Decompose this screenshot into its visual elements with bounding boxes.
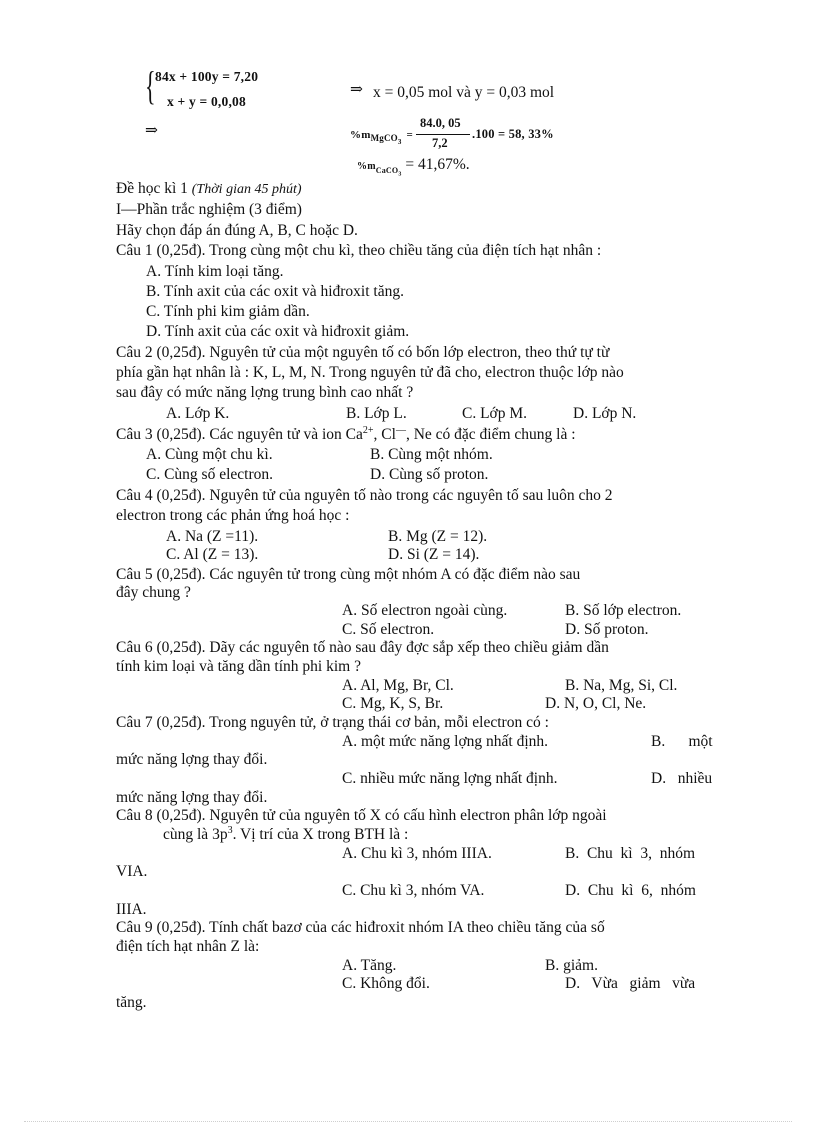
question-8-option-d-continued: IIIA. [116, 901, 147, 918]
question-5-stem-line-1: Câu 5 (0,25đ). Các nguyên tử trong cùng một nhóm A có đặc điểm nào sau [116, 566, 581, 583]
question-2-stem-line-3: sau đây có mức năng lợng trung bình cao nhất ? [116, 384, 414, 401]
question-3-option-a: A. Cùng một chu kì. [146, 446, 273, 463]
question-3-option-c: C. Cùng số electron. [146, 466, 273, 483]
question-3-option-b: B. Cùng một nhóm. [370, 446, 493, 463]
implies-symbol: ⇒ [350, 81, 363, 98]
question-3-option-d: D. Cùng số proton. [370, 466, 489, 483]
question-2-stem-line-2: phía gần hạt nhân là : K, L, M, N. Trong nguyên tử đã cho, electron thuộc lớp nào [116, 364, 624, 381]
question-1-option-c: C. Tính phi kim giảm dần. [146, 303, 310, 320]
question-2-option-d: D. Lớp N. [573, 405, 637, 422]
question-8-stem-line-1: Câu 8 (0,25đ). Nguyên tử của nguyên tố X có cấu hình electron phân lớp ngoài [116, 807, 607, 824]
percent-mgco3-value: .100 = 58, 33% [472, 127, 554, 141]
question-5-option-d: D. Số proton. [565, 621, 649, 638]
page-bottom-divider [24, 1121, 792, 1122]
question-9-option-c: C. Không đổi. [342, 975, 430, 992]
question-4-option-c: C. Al (Z = 13). [166, 546, 259, 563]
question-6-option-d: D. N, O, Cl, Ne. [545, 695, 647, 712]
question-1-option-d: D. Tính axit của các oxit và hiđroxit giảm. [146, 323, 410, 340]
implies-symbol-2: ⇒ [145, 122, 158, 139]
question-8-option-c: C. Chu kì 3, nhóm VA. [342, 882, 485, 899]
question-5-option-a: A. Số electron ngoài cùng. [342, 602, 508, 619]
question-1-stem: Câu 1 (0,25đ). Trong cùng một chu kì, theo chiều tăng của điện tích hạt nhân : [116, 242, 602, 259]
question-7-option-a: A. một mức năng lợng nhất định. [342, 733, 549, 750]
question-4-stem-line-2: electron trong các phản ứng hoá học : [116, 507, 350, 524]
question-1-option-b: B. Tính axit của các oxit và hiđroxit tăng. [146, 283, 404, 300]
question-7-option-b: B. một [651, 733, 713, 750]
question-7-option-d: D. nhiều [651, 770, 713, 787]
question-1-option-a: A. Tính kim loại tăng. [146, 263, 284, 280]
percent-mgco3-formula: $\%m_{MgCO_3}$ = [350, 129, 413, 146]
question-7-option-c: C. nhiều mức năng lợng nhất định. [342, 770, 558, 787]
question-4-option-b: B. Mg (Z = 12). [388, 528, 488, 545]
question-9-option-a: A. Tăng. [342, 957, 397, 974]
system-brace: { [145, 63, 156, 108]
question-2-option-c: C. Lớp M. [462, 405, 528, 422]
question-4-option-d: D. Si (Z = 14). [388, 546, 480, 563]
question-8-option-d: D. Chu kì 6, nhóm [565, 882, 696, 899]
system-equation-2: x + y = 0,0,08 [167, 94, 246, 109]
question-5-option-c: C. Số electron. [342, 621, 435, 638]
system-equation-1: 84x + 100y = 7,20 [155, 69, 259, 84]
question-6-stem-line-1: Câu 6 (0,25đ). Dãy các nguyên tố nào sau đây đợc sắp xếp theo chiều giảm dần [116, 639, 609, 656]
instruction: Hãy chọn đáp án đúng A, B, C hoặc D. [116, 222, 358, 239]
question-6-option-c: C. Mg, K, S, Br. [342, 695, 444, 712]
question-8-option-b: B. Chu kì 3, nhóm [565, 845, 696, 862]
fraction-bar [416, 134, 470, 135]
question-5-option-b: B. Số lớp electron. [565, 602, 682, 619]
question-4-stem-line-1: Câu 4 (0,25đ). Nguyên tử của nguyên tố nào trong các nguyên tố sau luôn cho 2 [116, 487, 613, 504]
question-9-option-b: B. giảm. [545, 957, 598, 974]
question-2-stem-line-1: Câu 2 (0,25đ). Nguyên tử của một nguyên tố có bốn lớp electron, theo thứ tự từ [116, 344, 610, 361]
question-7-stem: Câu 7 (0,25đ). Trong nguyên tử, ở trạng thái cơ bản, mỗi electron có : [116, 714, 549, 731]
question-3-stem: Câu 3 (0,25đ). Các nguyên tử và ion $Ca^{2+}$, Cl—, Ne có đặc điểm chung là : [116, 424, 576, 443]
fraction-numerator: 84.0, 05 [420, 116, 461, 130]
question-9-stem-line-1: Câu 9 (0,25đ). Tính chất bazơ của các hiđroxit nhóm IA theo chiều tăng của số [116, 919, 605, 936]
question-2-option-a: A. Lớp K. [166, 405, 230, 422]
question-4-option-a: A. Na (Z =11). [166, 528, 259, 545]
question-6-option-a: A. Al, Mg, Br, Cl. [342, 677, 454, 694]
question-7-option-d-continued: mức năng lợng thay đổi. [116, 789, 268, 806]
exam-title: Đề học kì 1 (Thời gian 45 phút) [116, 180, 302, 197]
question-5-stem-line-2: đây chung ? [116, 584, 191, 601]
fraction-denominator: 7,2 [432, 136, 448, 150]
question-8-option-b-continued: VIA. [116, 863, 148, 880]
question-8-stem-line-2: cùng là $3p^3$. Vị trí của X trong BTH là : [163, 824, 409, 843]
question-2-option-b: B. Lớp L. [346, 405, 407, 422]
question-6-option-b: B. Na, Mg, Si, Cl. [565, 677, 678, 694]
question-8-option-a: A. Chu kì 3, nhóm IIIA. [342, 845, 492, 862]
section-heading: I—Phần trắc nghiệm (3 điểm) [116, 201, 302, 218]
question-7-option-b-continued: mức năng lợng thay đổi. [116, 751, 268, 768]
solution-result: x = 0,05 mol và y = 0,03 mol [373, 84, 555, 101]
question-9-stem-line-2: điện tích hạt nhân Z là: [116, 938, 260, 955]
question-9-option-d-continued: tăng. [116, 994, 147, 1011]
question-6-stem-line-2: tính kim loại và tăng dần tính phi kim ? [116, 658, 361, 675]
percent-caco3-formula: $\%m_{CaCO_3} = 41,67\%$. [357, 156, 470, 178]
question-9-option-d: D. Vừa giảm vừa [565, 975, 696, 992]
